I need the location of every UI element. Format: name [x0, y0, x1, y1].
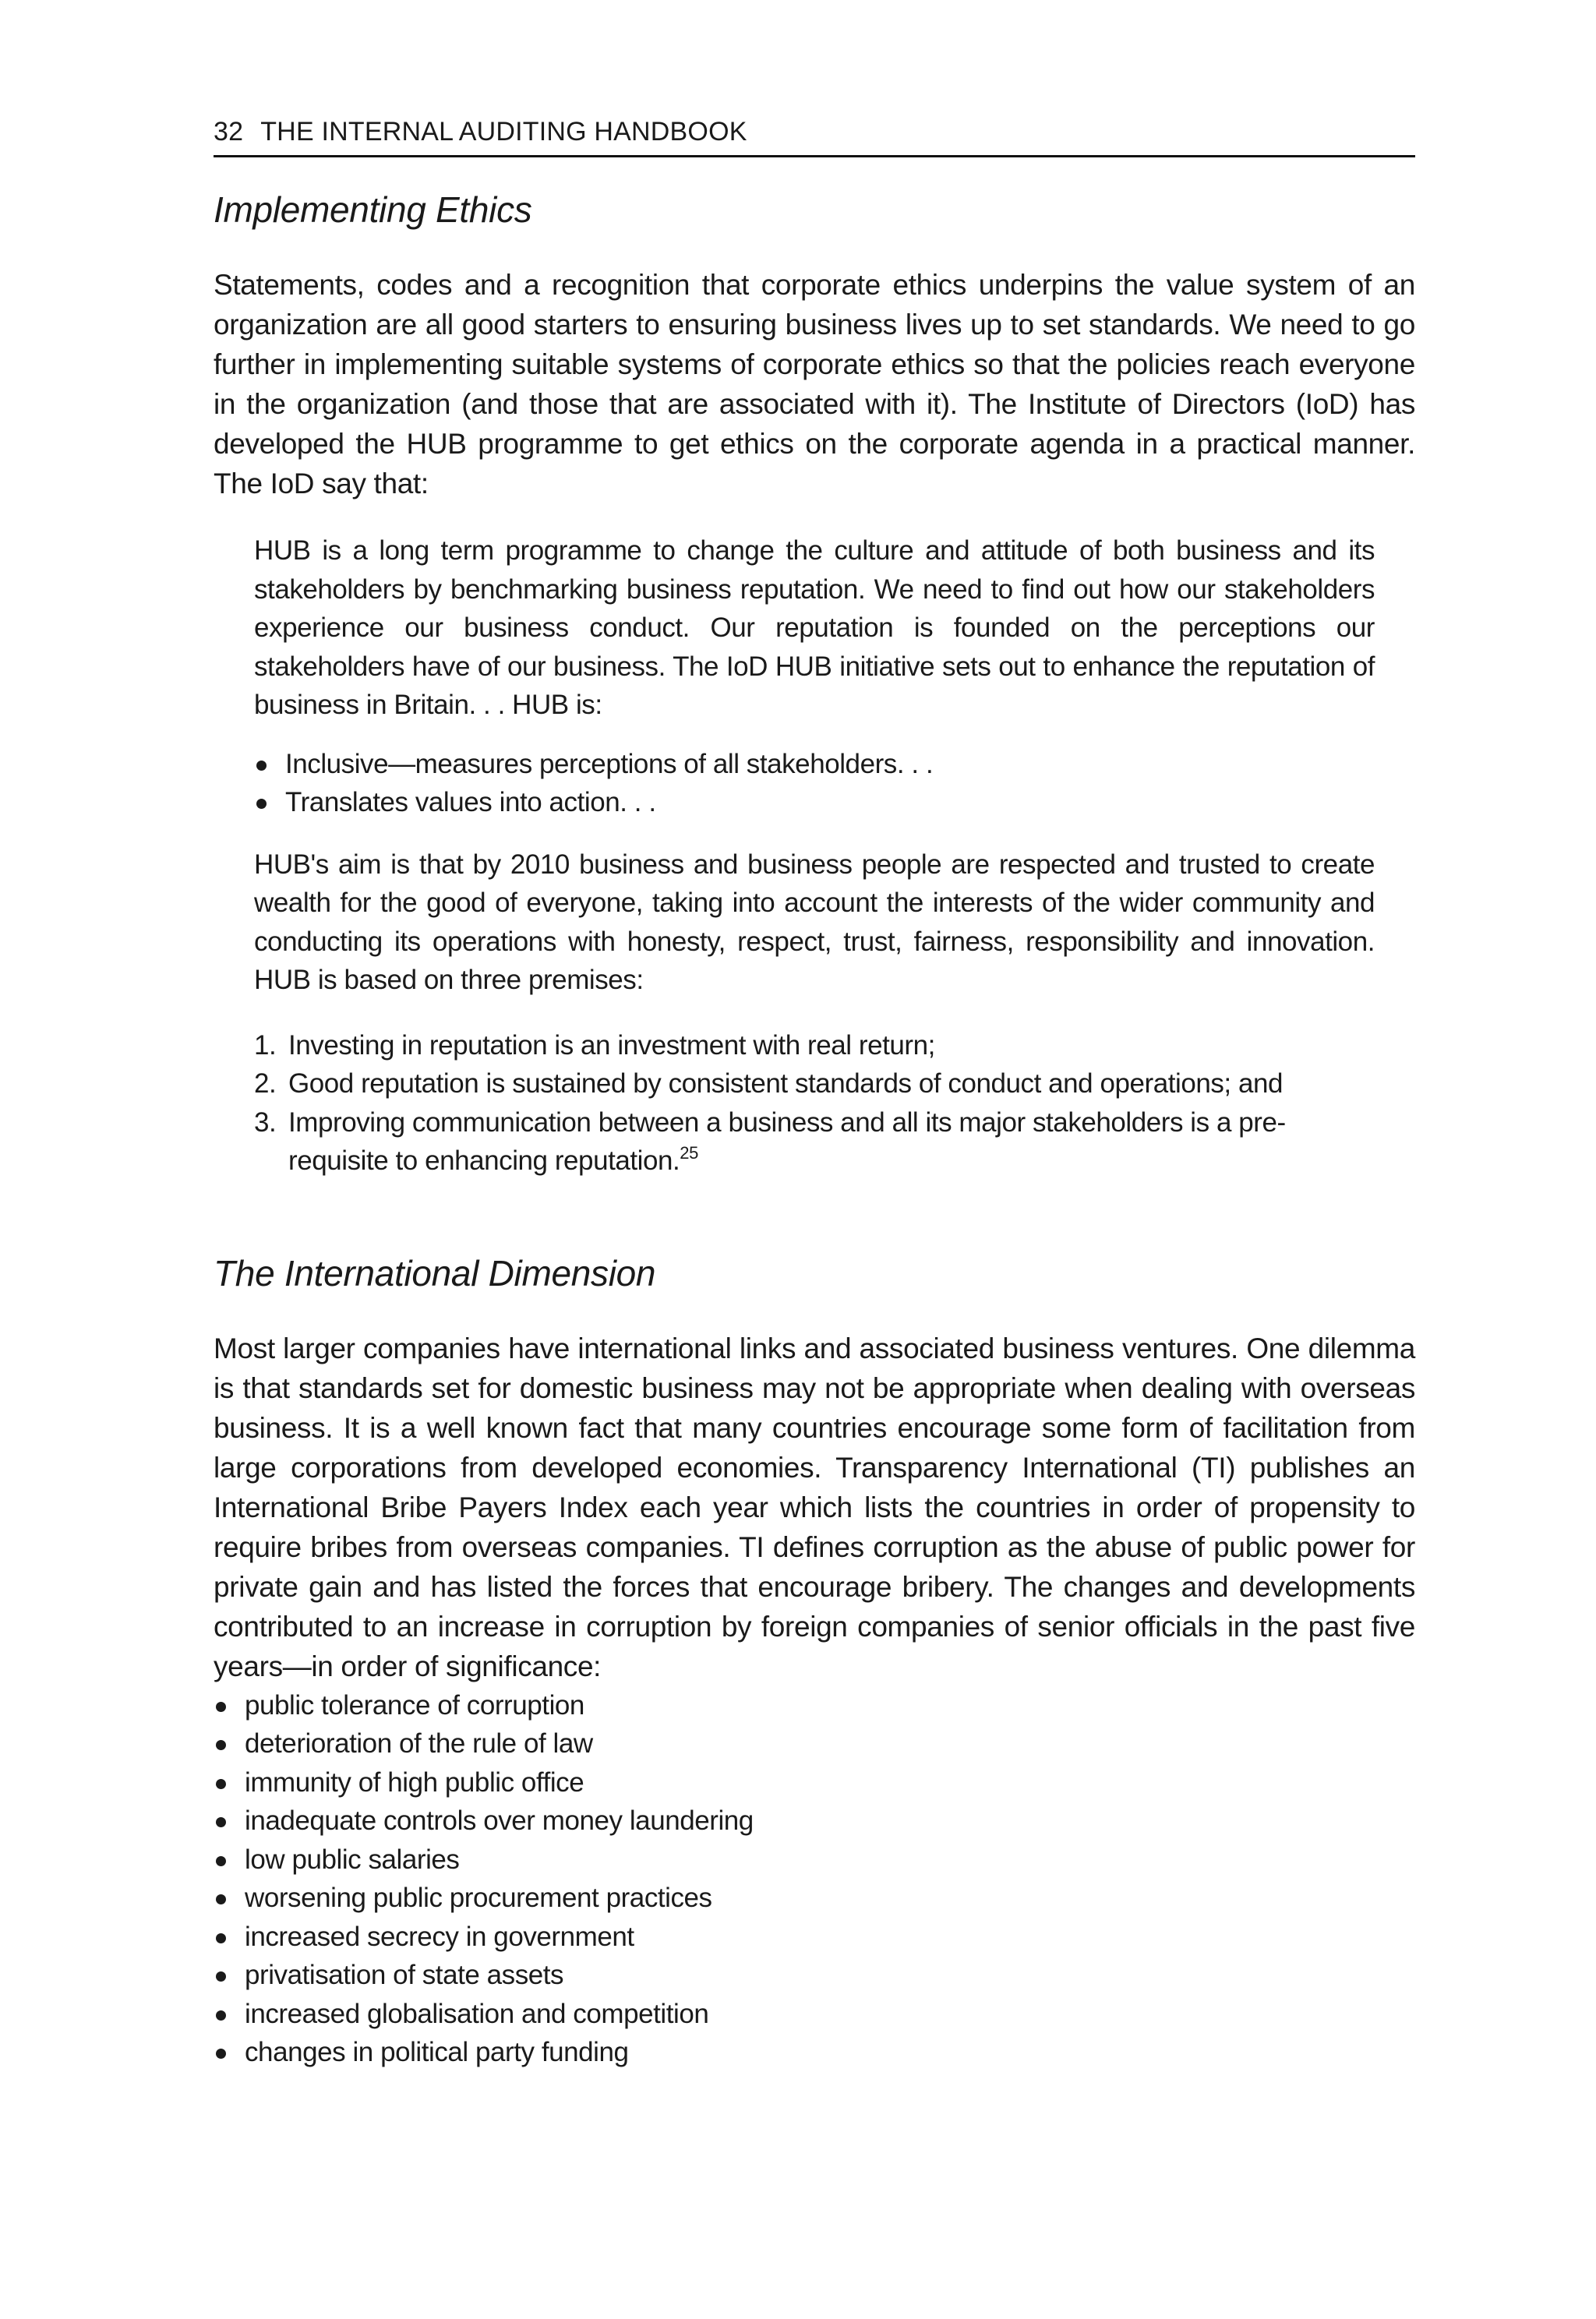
list-text: Good reputation is sustained by consistent standards of conduct and operations; and: [288, 1068, 1284, 1099]
list-item: increased globalisation and competition: [214, 1995, 1415, 2034]
list-item: increased secrecy in government: [214, 1918, 1415, 1957]
quote-paragraph: HUB's aim is that by 2010 business and business people are respected and trusted to create wealth for the good of everyone, taking into account the interests of the wider community and conducting its operations with honesty, respect, trust, fairness, responsibility and innovation. HUB is based on three premises:: [254, 849, 1375, 995]
list-item: deterioration of the rule of law: [214, 1724, 1415, 1763]
body-paragraph: Statements, codes and a recognition that corporate ethics underpins the value system of an organization are all good starters to ensuring business lives up to set standards. We need to go further in implementing suitable systems of corporate ethics so that the policies reach everyone in the organization (and those that are associated with it). The Institute of Directors (IoD) has developed the HUB programme to get ethics on the corporate agenda in a practical manner. The IoD say that:: [214, 269, 1415, 499]
bullet-list: [214, 1686, 1415, 2072]
body-paragraph: Most larger companies have international links and associated business ventures. One dilemma is that standards set for domestic business may not be appropriate when dealing with overseas business. It is a well known fact that many countries encourage some form of facilitation from large corporations from developed economies. Transparency International (TI) publishes an International Bribe Payers Index each year which lists the countries in order of propensity to require bribes from overseas companies. TI defines corruption as the abuse of public power for private gain and has listed the forces that encourage bribery. The changes and developments contributed to an increase in corruption by foreign companies of senior officials in the past five years—in order of significance:: [214, 1332, 1415, 1682]
running-head: [214, 117, 1415, 157]
list-item: low public salaries: [214, 1841, 1415, 1880]
quote-paragraph: HUB is a long term programme to change the culture and attitude of both business and its stakeholders by benchmarking business reputation. We need to find out how our stakeholders experience our business conduct. Our reputation is founded on the perceptions our stakeholders have of our business. The IoD HUB initiative sets out to enhance the reputation of business in Britain. . . HUB is:: [254, 535, 1375, 720]
list-item: Inclusive—measures perceptions of all stakeholders. . .: [254, 745, 1375, 784]
list-number: 3.: [254, 1107, 277, 1138]
list-item: worsening public procurement practices: [214, 1879, 1415, 1918]
list-item: [254, 1103, 1375, 1181]
list-item: Translates values into action. . .: [254, 783, 1375, 822]
section-heading-implementing-ethics: Implementing Ethics: [214, 189, 532, 230]
list-text: Investing in reputation is an investment with real return;: [288, 1029, 935, 1061]
list-item: changes in political party funding: [214, 2033, 1415, 2072]
list-item: [254, 1026, 1375, 1065]
footnote-marker[interactable]: 25: [680, 1143, 698, 1163]
numbered-list: [254, 1026, 1375, 1181]
list-item: inadequate controls over money laundering: [214, 1802, 1415, 1841]
section-heading-international-dimension: The International Dimension: [214, 1252, 656, 1294]
list-text: Improving communication between a business and all its major stakeholders is a pre-requisite to enhancing reputation.: [288, 1107, 1286, 1176]
page: [214, 117, 1415, 2072]
book-title: THE INTERNAL AUDITING HANDBOOK: [260, 117, 747, 146]
list-number: 2.: [254, 1068, 277, 1099]
list-item: privatisation of state assets: [214, 1956, 1415, 1995]
list-number: 1.: [254, 1029, 277, 1061]
page-number: 32: [214, 117, 244, 146]
list-item: public tolerance of corruption: [214, 1686, 1415, 1725]
list-item: immunity of high public office: [214, 1763, 1415, 1802]
block-quote: [254, 531, 1375, 1181]
list-item: [254, 1064, 1375, 1103]
quote-bullet-list: [254, 745, 1375, 822]
